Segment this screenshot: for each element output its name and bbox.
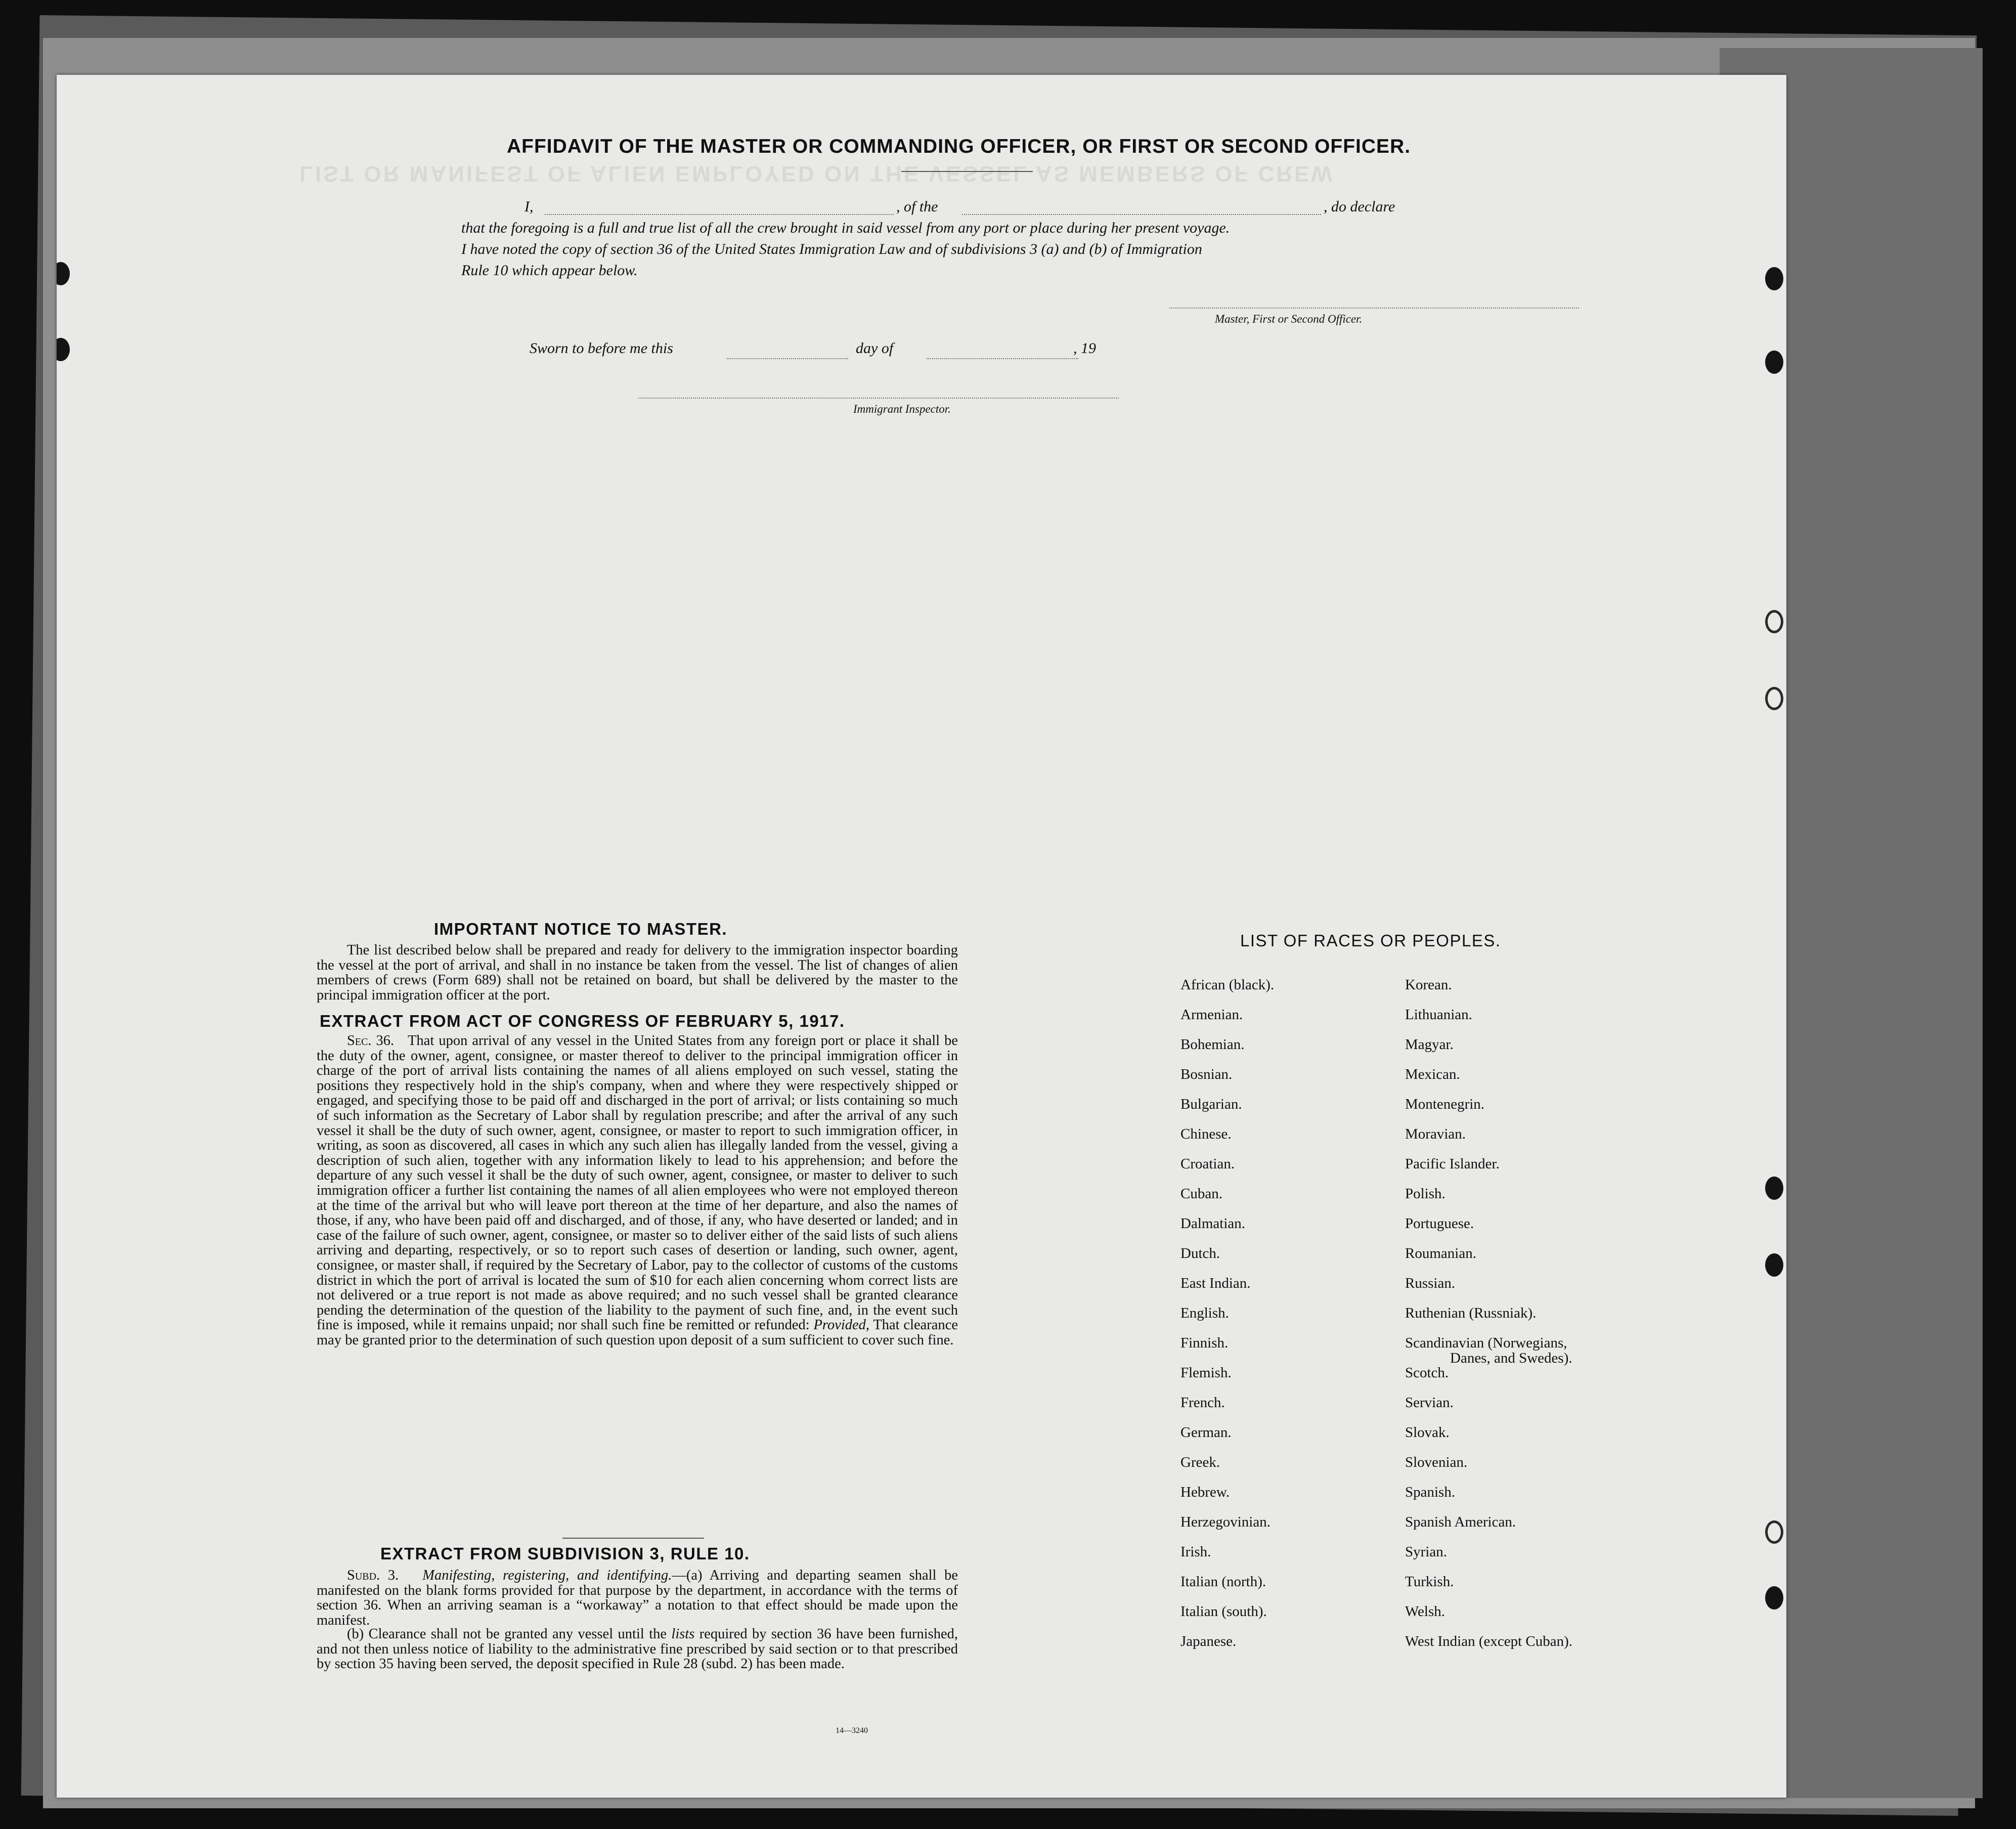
race-item: African (black). — [1180, 977, 1275, 993]
race-item: Dalmatian. — [1180, 1215, 1246, 1232]
punch-hole — [1765, 1520, 1783, 1544]
subdivision-heading: Manifesting, registering, and identifying. — [422, 1567, 672, 1583]
sworn-label: Sworn to before me this — [530, 340, 673, 357]
proviso-word: Provided, — [813, 1317, 870, 1333]
race-item: Slovenian. — [1405, 1454, 1468, 1470]
subdivision-b-lists: lists — [671, 1626, 695, 1642]
subdivision-a-body: —(a) Arriving and departing seamen shall be manifested on the blank forms provided for that purpose by the department, in accordance with the terms of section 36. When an arriving seaman is a “workaway” a notation to that effect should be made upon the manifest. — [317, 1567, 958, 1628]
inspector-signature-blank[interactable] — [638, 398, 1119, 399]
race-item: Bulgarian. — [1180, 1096, 1242, 1112]
affidavit-declare-label: , do declare — [1324, 198, 1395, 215]
notice-title: IMPORTANT NOTICE TO MASTER. — [434, 920, 728, 938]
race-item: Italian (north). — [1180, 1574, 1266, 1590]
race-item: Italian (south). — [1180, 1603, 1267, 1620]
race-item: Slovak. — [1405, 1424, 1450, 1441]
race-item: English. — [1180, 1305, 1229, 1321]
document-sheet — [57, 75, 1786, 1798]
sworn-month-blank[interactable] — [927, 358, 1078, 359]
race-item: Flemish. — [1180, 1365, 1232, 1381]
subdivision-label: Subd. 3. — [347, 1567, 399, 1583]
bleed-through-heading: LIST OR MANIFEST OF ALIEN EMPLOYED ON THE VESSEL AS MEMBERS OF CREW — [299, 161, 1335, 186]
race-item: Mexican. — [1405, 1066, 1460, 1082]
race-item: Moravian. — [1405, 1126, 1466, 1142]
divider — [901, 171, 1033, 172]
race-item: German. — [1180, 1424, 1232, 1441]
subdivision-a-text — [317, 1568, 958, 1628]
race-item: Japanese. — [1180, 1633, 1237, 1649]
officer-caption: Master, First or Second Officer. — [1215, 313, 1363, 325]
divider — [562, 1538, 704, 1539]
section-label: Sec. 36. — [347, 1033, 395, 1049]
race-item: Scandinavian (Norwegians, — [1405, 1335, 1567, 1351]
race-item: Armenian. — [1180, 1007, 1243, 1023]
punch-hole — [1765, 351, 1783, 374]
affidavit-line-2: I have noted the copy of section 36 of the United States Immigration Law and of subdivisions 3 (a) and (b) of Immigration — [461, 241, 1202, 257]
race-item: Servian. — [1405, 1395, 1454, 1411]
race-item: West Indian (except Cuban). — [1405, 1633, 1573, 1649]
race-item: Spanish American. — [1405, 1514, 1516, 1530]
race-item: Magyar. — [1405, 1036, 1454, 1053]
race-item: Danes, and Swedes). — [1450, 1350, 1572, 1366]
race-item: Cuban. — [1180, 1186, 1222, 1202]
race-item: Bosnian. — [1180, 1066, 1233, 1082]
punch-hole — [1765, 1586, 1783, 1609]
inspector-caption: Immigrant Inspector. — [853, 403, 951, 415]
race-item: Scotch. — [1405, 1365, 1449, 1381]
form-number: 14—3240 — [836, 1726, 868, 1735]
rule-extract-title: EXTRACT FROM SUBDIVISION 3, RULE 10. — [380, 1544, 750, 1563]
race-item: Spanish. — [1405, 1484, 1456, 1500]
affidavit-line-1: that the foregoing is a full and true list of all the crew brought in said vessel from any port or place during her present voyage. — [461, 220, 1230, 236]
race-item: Dutch. — [1180, 1245, 1220, 1261]
sworn-day-blank[interactable] — [727, 358, 848, 359]
act-extract-title: EXTRACT FROM ACT OF CONGRESS OF FEBRUARY 5, 1917. — [320, 1012, 845, 1030]
affidavit-i-label: I, — [524, 198, 534, 215]
proviso-text: That clearance may be granted prior to the determination of such question upon deposit of a sum sufficient to cover such fine. — [317, 1317, 958, 1348]
race-item: Polish. — [1405, 1186, 1445, 1202]
race-item: Croatian. — [1180, 1156, 1235, 1172]
race-item: Montenegrin. — [1405, 1096, 1485, 1112]
race-item: Chinese. — [1180, 1126, 1232, 1142]
race-item: Syrian. — [1405, 1544, 1447, 1560]
punch-hole — [1765, 687, 1783, 710]
race-item: East Indian. — [1180, 1275, 1251, 1291]
punch-hole — [57, 262, 70, 285]
race-item: Hebrew. — [1180, 1484, 1230, 1500]
punch-hole — [1765, 610, 1783, 633]
race-item: Ruthenian (Russniak). — [1405, 1305, 1537, 1321]
affidavit-title: AFFIDAVIT OF THE MASTER OR COMMANDING OFFICER, OR FIRST OR SECOND OFFICER. — [507, 136, 1411, 157]
punch-hole — [1765, 1253, 1783, 1277]
vessel-blank[interactable] — [962, 214, 1321, 215]
day-of-label: day of — [856, 340, 894, 357]
subdivision-b-end: required by section 36 have been furnished, and not then unless notice of liability to the administrative fine prescribed by said section or to that prescribed by section 35 having been served, the deposit specified in Rule 28 (subd. 2) has been made. — [317, 1626, 958, 1672]
subdivision-b-text — [317, 1627, 958, 1672]
race-item: Pacific Islander. — [1405, 1156, 1500, 1172]
race-item: Korean. — [1405, 977, 1452, 993]
races-title: LIST OF RACES OR PEOPLES. — [1240, 931, 1501, 950]
race-item: Lithuanian. — [1405, 1007, 1472, 1023]
race-item: Finnish. — [1180, 1335, 1229, 1351]
race-item: Welsh. — [1405, 1603, 1445, 1620]
punch-hole — [1765, 267, 1783, 290]
punch-hole — [1765, 1177, 1783, 1200]
affidavit-line-3: Rule 10 which appear below. — [461, 262, 638, 279]
section-36-text — [317, 1033, 958, 1347]
race-item: Irish. — [1180, 1544, 1211, 1560]
officer-signature-blank[interactable] — [1169, 308, 1579, 309]
year-label: , 19 — [1073, 340, 1096, 357]
section-36-body: That upon arrival of any vessel in the United States from any foreign port or place it shall be the duty of the owner, agent, consignee, or master thereof to deliver to the principal immigration officer in charge of the port of arrival lists containing the names of all aliens employed on such vessel, stating the positions they respectively hold in the ship's company, when and where they were respectively shipped or engaged, and specifying those to be paid off and discharged in the port of arrival; or lists containing so much of such information as the Secretary of Labor shall by regulation prescribe; and after the arrival of any such vessel it shall be the duty of such owner, agent, consignee, or master to report to such immigration officer, in writing, as soon as discovered, all cases in which any such alien has illegally landed from the vessel, giving a description of such alien, together with any information likely to lead to his apprehension; and before the departure of any such vessel it shall be the duty of such owner, agent, consignee, or master to deliver to such immigration officer a further list containing the names of all alien employees who were not employed thereon at the time of the arrival but who will leave port thereon at the time of her departure, and also the names of those, if any, who have been paid off and discharged, and of those, if any, who have deserted or landed; and in case of the failure of such owner, agent, consignee, or master so to deliver either of the said lists of such aliens arriving and departing, respectively, or so to report such cases of desertion or landing, such owner, agent, consignee, or master shall, if required by the Secretary of Labor, pay to the collector of customs of the customs district in which the port of arrival is located the sum of $10 for each alien concerning whom correct lists are not delivered or a true report is not made as above required; and no such vessel shall be granted clearance pending the determination of the question of the liability to the payment of such fine, and, in the event such fine is imposed, while it remains unpaid; nor shall such fine be remitted or refunded: — [317, 1033, 958, 1333]
race-item: Herzegovinian. — [1180, 1514, 1270, 1530]
race-item: Bohemian. — [1180, 1036, 1245, 1053]
race-item: Portuguese. — [1405, 1215, 1474, 1232]
notice-text: The list described below shall be prepared and ready for delivery to the immigration inspector boarding the vessel at the port of arrival, and shall in no instance be taken from the vessel. The list of changes of alien members of crews (Form 689) shall not be retained on board, but shall be delivered by the master to the principal immigration officer at the port. — [317, 942, 958, 1003]
race-item: Roumanian. — [1405, 1245, 1476, 1261]
name-blank[interactable] — [545, 214, 894, 215]
race-item: Turkish. — [1405, 1574, 1454, 1590]
affidavit-of-the-label: , of the — [896, 198, 938, 215]
race-item: Russian. — [1405, 1275, 1456, 1291]
punch-hole — [57, 338, 70, 361]
race-item: French. — [1180, 1395, 1225, 1411]
subdivision-b-start: (b) Clearance shall not be granted any vessel until the — [347, 1626, 667, 1642]
race-item: Greek. — [1180, 1454, 1220, 1470]
